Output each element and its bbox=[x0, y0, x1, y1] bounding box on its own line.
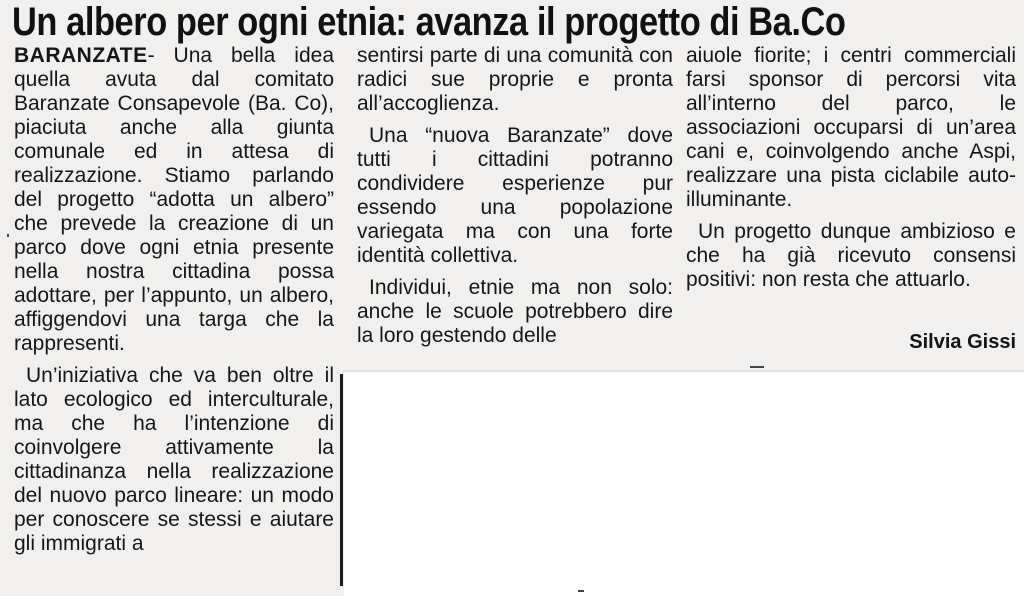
author-byline: Silvia Gissi bbox=[909, 331, 1016, 353]
column-bottom-edge bbox=[343, 370, 1024, 372]
article-column-3 bbox=[686, 44, 1016, 292]
article-column-2 bbox=[357, 44, 673, 348]
column-3-paragraph-2: Un progetto dunque ambizioso e che ha già ricevuto consensi positivi: non resta che attuarlo. bbox=[686, 220, 1016, 291]
column-2-paragraph-3: Individui, etnie ma non solo: anche le scuole potrebbero dire la loro gestendo delle bbox=[357, 276, 673, 347]
column-1-paragraph-2: Un’iniziativa che va ben oltre il lato ecologico ed interculturale, ma che ha l’intenzione di coinvolgere attivamente la cittadinanza nella realizzazione del nuovo parco lineare: un modo per conoscere se stessi e aiutare gli immigrati a bbox=[14, 364, 334, 555]
article-headline: Un albero per ogni etnia: avanza il progetto di Ba.Co bbox=[12, 0, 846, 44]
article-column-1 bbox=[14, 44, 334, 556]
blank-paper-area bbox=[344, 370, 1024, 596]
column-1-paragraph-1 bbox=[14, 44, 334, 356]
column-2-paragraph-2: Una “nuova Baranzate” dove tutti i cittadini potranno condividere esperienze pur essendo una popolazione variegata ma con una forte identità collettiva. bbox=[357, 124, 673, 267]
column-2-paragraph-1: sentirsi parte di una comunità con radici sue proprie e pronta all’accoglienza. bbox=[357, 44, 673, 115]
print-speck bbox=[7, 234, 9, 237]
dateline-kicker: BARANZATE bbox=[14, 44, 148, 67]
print-speck bbox=[750, 366, 764, 368]
clipping-cut-edge bbox=[340, 374, 343, 586]
column-3-paragraph-1: aiuole fiorite; i centri commerciali farsi sponsor di percorsi vita all’interno del parco, le associazioni occuparsi di un’area cani e, coinvolgendo anche Aspi, realizzare una pista ciclabile auto- illuminante. bbox=[686, 44, 1016, 211]
column-1-paragraph-1-text: - Una bella idea quella avuta dal comitato Baranzate Consapevole (Ba. Co), piaciuta anche alla giunta comunale ed in attesa di realizzazione. Stiamo parlando del progetto “adotta un albero” che prevede la creazione di un parco dove ogni etnia presente nella nostra cittadina possa adottare, per l’appunto, un albero, affiggendovi una targa che la rappresenti. bbox=[14, 44, 334, 355]
print-speck bbox=[578, 590, 584, 592]
